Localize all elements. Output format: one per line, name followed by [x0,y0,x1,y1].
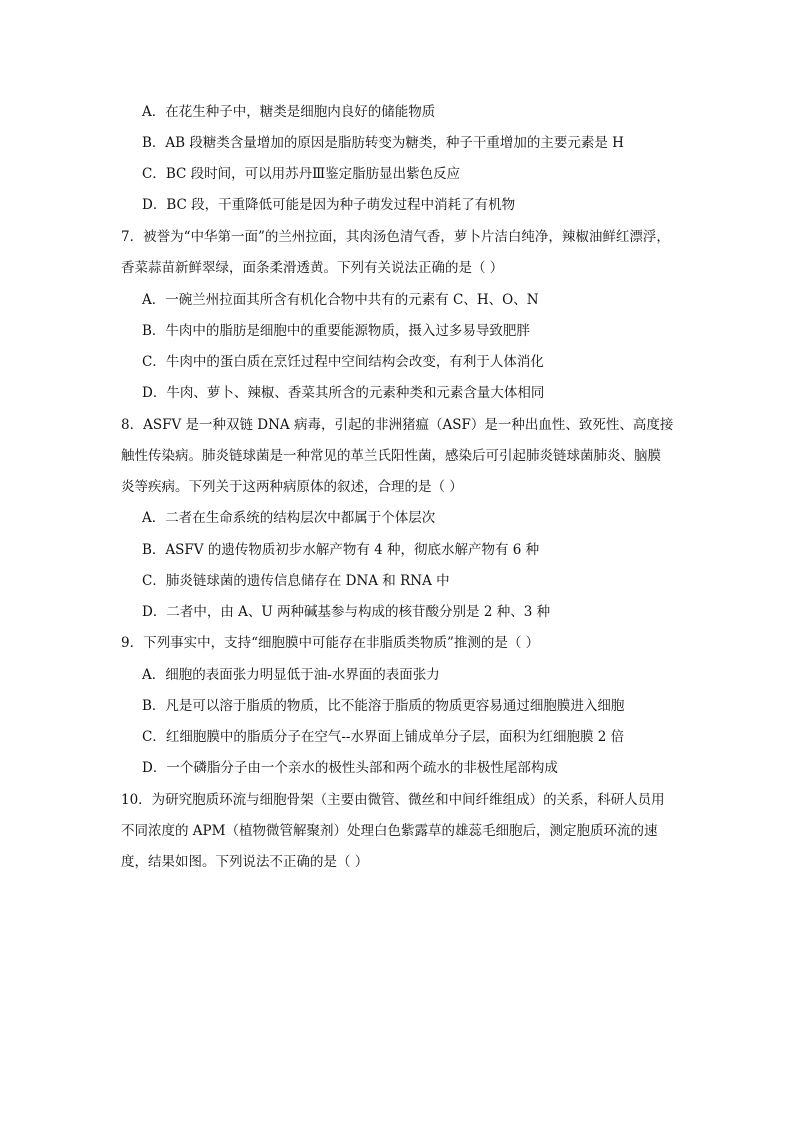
q6-option-b: B．AB 段糖类含量增加的原因是脂肪转变为糖类，种子干重增加的主要元素是 H [142,135,624,151]
q7-stem-line-1: 7．被誉为“中华第一面”的兰州拉面，其肉汤色清气香，萝卜片洁白纯净，辣椒油鲜红漂浮， [121,229,670,245]
q7-option-c: C．牛肉中的蛋白质在烹饪过程中空间结构会改变，有利于人体消化 [142,354,544,370]
q10-stem-line-2: 不同浓度的 APM（植物微管解聚剂）处理白色紫露草的雄蕊毛细胞后，测定胞质环流的速 [121,823,658,839]
q9-option-b: B．凡是可以溶于脂质的物质，比不能溶于脂质的物质更容易通过细胞膜进入细胞 [142,698,625,714]
q7-option-b: B．牛肉中的脂肪是细胞中的重要能源物质，摄入过多易导致肥胖 [142,323,530,339]
q8-stem-line-2: 触性传染病。肺炎链球菌是一种常见的革兰氏阳性菌，感染后可引起肺炎链球菌肺炎、脑膜 [121,448,661,464]
q7-option-d: D．牛肉、萝卜、辣椒、香菜其所含的元素种类和元素含量大体相同 [142,385,545,401]
q8-option-b: B．ASFV 的遗传物质初步水解产物有 4 种，彻底水解产物有 6 种 [142,542,540,558]
q6-option-a: A．在花生种子中，糖类是细胞内良好的储能物质 [142,104,436,120]
q9-option-a: A．细胞的表面张力明显低于油-水界面的表面张力 [142,667,440,683]
q8-option-d: D．二者中，由 A、U 两种碱基参与构成的核苷酸分别是 2 种、3 种 [142,604,551,620]
q6-option-c: C．BC 段时间，可以用苏丹Ⅲ鉴定脂肪显出紫色反应 [142,166,461,182]
q9-option-d: D．一个磷脂分子由一个亲水的极性头部和两个疏水的非极性尾部构成 [142,760,558,776]
q10-stem-line-3: 度，结果如图。下列说法不正确的是（ ） [121,854,369,870]
q6-option-d: D．BC 段，干重降低可能是因为种子萌发过程中消耗了有机物 [142,197,516,213]
q9-option-c: C．红细胞膜中的脂质分子在空气--水界面上铺成单分子层，面积为红细胞膜 2 倍 [142,729,625,745]
q8-option-c: C．肺炎链球菌的遗传信息储存在 DNA 和 RNA 中 [142,573,450,589]
q8-stem-line-1: 8．ASFV 是一种双链 DNA 病毒，引起的非洲猪瘟（ASF）是一种出血性、致死性、高度接 [121,417,674,433]
q7-stem-line-2: 香菜蒜苗新鲜翠绿，面条柔滑透黄。下列有关说法正确的是（ ） [121,260,504,276]
q8-stem-line-3: 炎等疾病。下列关于这两种病原体的叙述，合理的是（ ） [121,479,463,495]
q9-stem-line-1: 9．下列事实中，支持“细胞膜中可能存在非脂质类物质”推测的是（ ） [121,635,540,651]
q8-option-a: A．二者在生命系统的结构层次中都属于个体层次 [142,510,436,526]
q7-option-a: A．一碗兰州拉面其所含有机化合物中共有的元素有 C、H、O、N [142,292,539,308]
q10-stem-line-1: 10．为研究胞质环流与细胞骨架（主要由微管、微丝和中间纤维组成）的关系，科研人员用 [121,792,665,808]
